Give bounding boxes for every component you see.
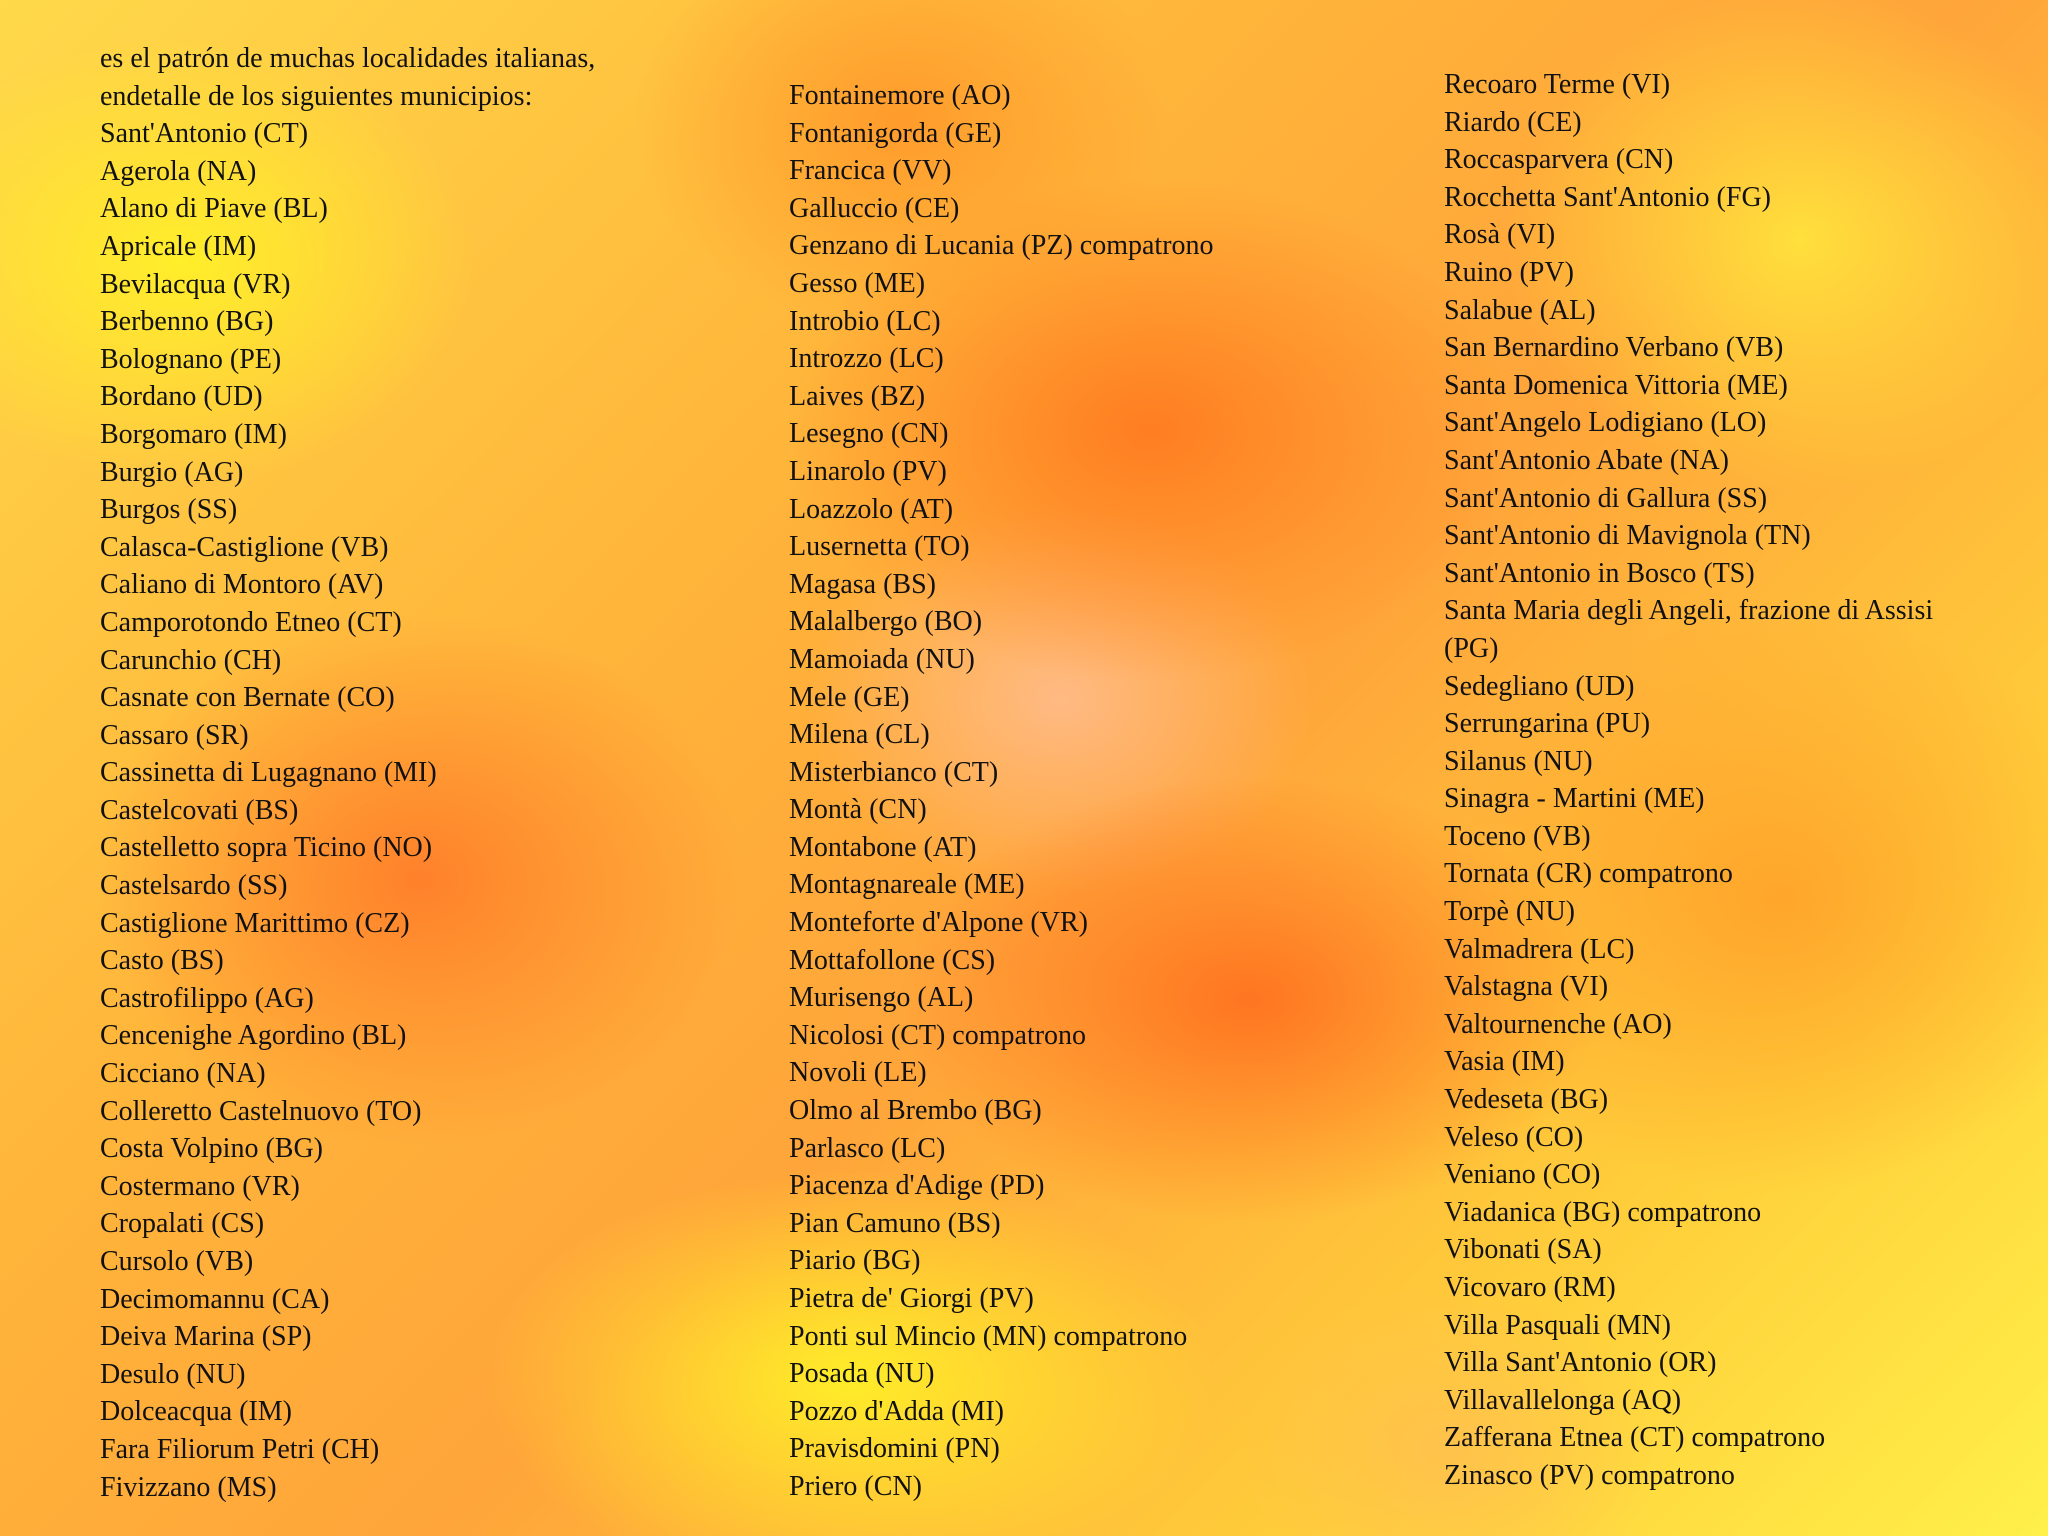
text-line: Pian Camuno (BS) <box>789 1207 1001 1239</box>
text-line: Toceno (VB) <box>1444 820 1591 852</box>
text-line: Zafferana Etnea (CT) compatrono <box>1444 1422 1826 1454</box>
text-line: Castelsardo (SS) <box>100 870 288 902</box>
text-line: Vasia (IM) <box>1444 1046 1565 1078</box>
text-line: Monteforte d'Alpone (VR) <box>789 907 1088 939</box>
text-line: Magasa (BS) <box>789 568 936 600</box>
text-line: Decimomannu (CA) <box>100 1283 330 1315</box>
text-line: Fontainemore (AO) <box>789 80 1011 111</box>
text-line: Malalbergo (BO) <box>789 606 983 638</box>
text-line: Santa Domenica Vittoria (ME) <box>1444 369 1788 401</box>
text-line: Pietra de' Giorgi (PV) <box>789 1283 1034 1314</box>
text-line: Castelletto sopra Ticino (NO) <box>100 832 433 864</box>
text-line: San Bernardino Verbano (VB) <box>1444 332 1784 364</box>
text-line: Loazzolo (AT) <box>789 493 954 525</box>
text-line: Laives (BZ) <box>789 380 926 412</box>
text-line: Villa Pasquali (MN) <box>1444 1309 1671 1341</box>
text-line: Cropalati (CS) <box>100 1208 265 1240</box>
text-line: Posada (NU) <box>789 1358 935 1390</box>
text-line: Tornata (CR) compatrono <box>1444 858 1733 890</box>
text-line: Costermano (VR) <box>100 1170 300 1202</box>
text-line: Riardo (CE) <box>1444 106 1582 138</box>
text-line: Valstagna (VI) <box>1444 971 1609 1003</box>
text-line: Cencenighe Agordino (BL) <box>100 1020 407 1052</box>
text-line: Montagnareale (ME) <box>789 869 1025 901</box>
text-line: Costa Volpino (BG) <box>100 1133 323 1165</box>
text-line: Montà (CN) <box>789 794 927 826</box>
text-line: Sant'Antonio di Gallura (SS) <box>1444 482 1768 514</box>
text-line: Calasca-Castiglione (VB) <box>100 531 389 563</box>
municipality-list-column-1 <box>100 40 720 1506</box>
text-line: Carunchio (CH) <box>100 644 282 676</box>
municipality-list-column-2 <box>789 77 1349 1506</box>
text-line: Casnate con Bernate (CO) <box>100 682 395 714</box>
text-line: Apricale (IM) <box>100 230 257 262</box>
text-line: Ponti sul Mincio (MN) compatrono <box>789 1320 1188 1352</box>
text-line: Castiglione Marittimo (CZ) <box>100 907 410 939</box>
text-line: Vicovaro (RM) <box>1444 1272 1616 1303</box>
text-line: Bevilacqua (VR) <box>100 268 291 300</box>
text-line: Sant'Antonio (CT) <box>100 118 309 150</box>
text-line: Casto (BS) <box>100 945 224 977</box>
text-line: Caliano di Montoro (AV) <box>100 569 384 601</box>
text-line: Rocchetta Sant'Antonio (FG) <box>1444 181 1771 213</box>
text-line: Fara Filiorum Petri (CH) <box>100 1433 380 1465</box>
text-line: Novoli (LE) <box>789 1057 927 1089</box>
text-line: Vibonati (SA) <box>1444 1234 1602 1266</box>
text-line: Roccasparvera (CN) <box>1444 144 1674 176</box>
text-line: Olmo al Brembo (BG) <box>789 1095 1042 1127</box>
text-line: Alano di Piave (BL) <box>100 193 328 225</box>
text-line: Veleso (CO) <box>1444 1121 1584 1153</box>
text-line: Zinasco (PV) compatrono <box>1444 1459 1735 1491</box>
text-line: Fontanigorda (GE) <box>789 117 1002 149</box>
text-line: Milena (CL) <box>789 719 930 751</box>
text-line: Genzano di Lucania (PZ) compatrono <box>789 230 1214 262</box>
text-line: Francica (VV) <box>789 155 952 187</box>
text-line: Murisengo (AL) <box>789 982 974 1014</box>
text-line: Villa Sant'Antonio (OR) <box>1444 1347 1717 1379</box>
text-line: Misterbianco (CT) <box>789 756 999 788</box>
text-line: Agerola (NA) <box>100 155 257 187</box>
text-line: Cassinetta di Lugagnano (MI) <box>100 757 437 789</box>
text-line: Mamoiada (NU) <box>789 643 975 675</box>
text-line: Silanus (NU) <box>1444 745 1593 777</box>
text-line: Lusernetta (TO) <box>789 531 970 563</box>
text-line: Montabone (AT) <box>789 831 977 863</box>
text-line: Introbio (LC) <box>789 305 941 337</box>
text-line: Valtournenche (AO) <box>1444 1008 1672 1040</box>
text-line: Mele (GE) <box>789 681 910 713</box>
text-line: Vedeseta (BG) <box>1444 1084 1609 1116</box>
text-line: (PG) <box>1444 632 1499 664</box>
text-line: Veniano (CO) <box>1444 1159 1601 1191</box>
text-line: Viadanica (BG) compatrono <box>1444 1196 1762 1228</box>
text-line: Sant'Antonio in Bosco (TS) <box>1444 557 1755 589</box>
text-line: Serrungarina (PU) <box>1444 708 1651 740</box>
text-line: Cicciano (NA) <box>100 1058 266 1090</box>
text-line: Lesegno (CN) <box>789 418 949 450</box>
text-line: Cassaro (SR) <box>100 719 249 751</box>
text-line: Priero (CN) <box>789 1470 922 1502</box>
text-line: Linarolo (PV) <box>789 455 947 487</box>
text-line: Bordano (UD) <box>100 381 263 413</box>
text-line: Valmadrera (LC) <box>1444 933 1635 965</box>
text-line: endetalle de los siguientes municipios: <box>100 80 533 112</box>
text-line: Sant'Antonio Abate (NA) <box>1444 444 1730 476</box>
text-line: Castrofilippo (AG) <box>100 982 314 1014</box>
text-line: Pravisdomini (PN) <box>789 1433 1000 1465</box>
text-line: Desulo (NU) <box>100 1358 246 1390</box>
text-line: Deiva Marina (SP) <box>100 1321 312 1353</box>
text-line: Introzzo (LC) <box>789 343 944 375</box>
text-line: Recoaro Terme (VI) <box>1444 69 1671 100</box>
text-line: Sedegliano (UD) <box>1444 670 1635 702</box>
text-line: Sant'Angelo Lodigiano (LO) <box>1444 407 1767 439</box>
text-line: Burgio (AG) <box>100 456 244 488</box>
text-line: Piario (BG) <box>789 1245 921 1277</box>
text-line: Galluccio (CE) <box>789 192 960 224</box>
text-line: Torpè (NU) <box>1444 896 1575 928</box>
text-line: es el patrón de muchas localidades italianas, <box>100 43 596 74</box>
text-line: Mottafollone (CS) <box>789 944 996 976</box>
text-line: Castelcovati (BS) <box>100 794 299 826</box>
text-line: Santa Maria degli Angeli, frazione di Assisi <box>1444 595 1934 627</box>
text-line: Salabue (AL) <box>1444 294 1596 326</box>
text-line: Pozzo d'Adda (MI) <box>789 1395 1004 1427</box>
text-line: Berbenno (BG) <box>100 306 274 338</box>
text-line: Rosà (VI) <box>1444 219 1556 251</box>
text-line: Piacenza d'Adige (PD) <box>789 1170 1045 1202</box>
municipality-list-column-3 <box>1444 66 2014 1495</box>
text-line: Bolognano (PE) <box>100 343 282 375</box>
text-line: Burgos (SS) <box>100 494 238 526</box>
text-line: Nicolosi (CT) compatrono <box>789 1019 1087 1051</box>
text-line: Borgomaro (IM) <box>100 418 287 450</box>
text-line: Cursolo (VB) <box>100 1246 254 1277</box>
text-line: Ruino (PV) <box>1444 256 1574 288</box>
text-line: Fivizzano (MS) <box>100 1471 277 1503</box>
text-line: Parlasco (LC) <box>789 1132 946 1164</box>
text-line: Dolceacqua (IM) <box>100 1396 293 1428</box>
text-line: Sinagra - Martini (ME) <box>1444 783 1705 815</box>
text-line: Villavallelonga (AQ) <box>1444 1384 1682 1416</box>
text-line: Colleretto Castelnuovo (TO) <box>100 1095 422 1127</box>
text-line: Sant'Antonio di Mavignola (TN) <box>1444 520 1811 552</box>
text-line: Camporotondo Etneo (CT) <box>100 606 402 638</box>
text-line: Gesso (ME) <box>789 267 926 299</box>
